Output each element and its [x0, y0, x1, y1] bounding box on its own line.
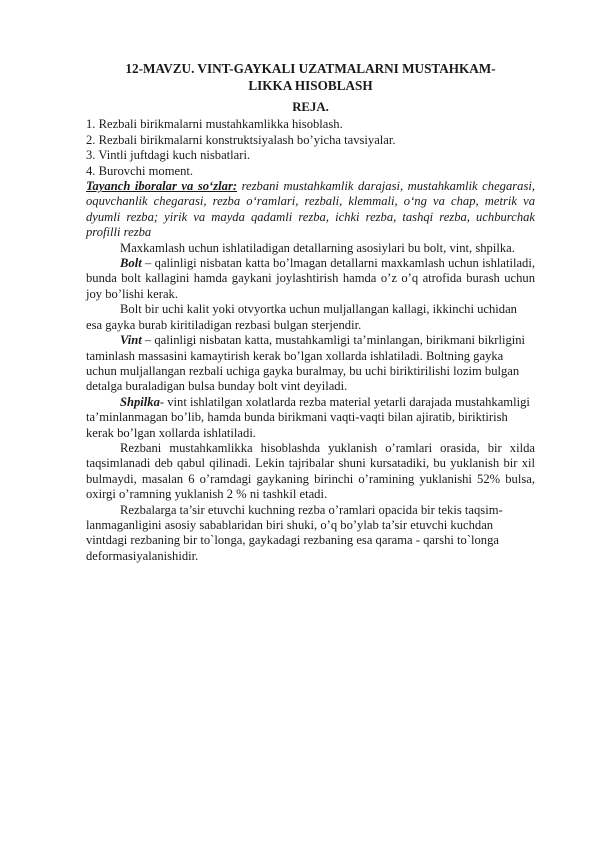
bolt-detail-paragraph: Bolt bir uchi kalit yoki otvyortka uchun muljallangan kallagi, ikkinchi uchidan esa gayka burab kiritiladigan rezbasi bulgan sterjendir. [86, 302, 517, 332]
plan-item: 3. Vintli juftdagi kuch nisbatlari. [86, 148, 251, 163]
plan-item: 4. Burovchi moment. [86, 163, 194, 178]
plan-heading: REJA. [292, 100, 329, 114]
vint-paragraph [86, 333, 535, 395]
vint-term: Vint [120, 333, 142, 348]
keywords-paragraph [86, 179, 535, 241]
bolt-term: Bolt [120, 256, 142, 271]
title-line-1: 12-MAVZU. VINT-GAYKALI UZATMALARNI MUSTAHKAM- [125, 61, 496, 76]
keywords-label: Tayanch iboralar va so‘zlar: [86, 179, 238, 194]
intro-paragraph: Maxkamlash uchun ishlatiladigan detallarning asosiylari bu bolt, vint, shpilka. [120, 240, 515, 255]
document-body [86, 60, 535, 564]
keywords-text: rezbani mustahkamlik darajasi, mustahkamlik chegarasi, oquvchanlik chegarasi, rezba o‘ramlari, rezbali, klemmali, o‘ng va chap, metrik va dyumli rezba; yirik va mayda qadamli rezba, ichki rezba, tashqi rezba, uchburchak profilli rezba [86, 179, 535, 240]
plan-item: 2. Rezbali birikmalarni konstruktsiyalash bo’yicha tavsiyalar. [86, 132, 396, 147]
shpilka-paragraph [86, 395, 535, 441]
plan-list [86, 117, 535, 179]
title-line-2: LIKKA HISOBLASH [248, 78, 373, 93]
bolt-paragraph [86, 256, 535, 302]
document-title [86, 60, 535, 94]
calculation-paragraph: Rezbani mustahkamlikka hisoblashda yuklanish o’ramlari orasida, bir xilda taqsimlanadi deb qabul qilinadi. Lekin tajribalar shuni kursatadiki, bu yuklanish bir xil bulmaydi, masalan 6 o’ramdagi gaykaning birinchi o’ramining yuklanishi 52% bulsa, oxirgi o’ramning yuklanish 2 % ni tashkil etadi. [86, 440, 535, 502]
shpilka-term: Shpilka [120, 394, 160, 409]
vint-definition: – qalinligi nisbatan katta, mustahkamligi ta’minlangan, birikmani bikrligini taminlash massasini kamaytirish kerak bo’lgan xollarda ishlatiladi. Boltning gayka uchun muljallangan rezbali uchiga gayka buralmay, bu uchi biriktirilishi lozim bulgan detalga buraladigan bulsa bunday bolt vint deyiladi. [86, 333, 526, 394]
shpilka-definition: - vint ishlatilgan xolatlarda rezba material yetarli darajada mustahkamligi ta’minlanmagan bo’lib, hamda bunda birikmani vaqti-vaqti bilan ajiratib, biriktirish kerak bo’lgan xollarda ishlatiladi. [86, 394, 530, 440]
bolt-definition: – qalinligi nisbatan katta bo’lmagan detallarni maxkamlash uchun ishlatiladi, bunda bolt kallagini hamda gaykani joylashtirish hamda o’z o’q atrofida burash uchun joy bo’lishi kerak. [86, 256, 535, 301]
deformation-paragraph: Rezbalarga ta’sir etuvchi kuchning rezba o’ramlari opacida bir tekis taqsim-lanmaganligini asosiy sabablaridan biri shuki, o’q bo’ylab ta’sir etuvchi kuchdan vintdagi rezbaning bir to`longa, gaykadagi rezbaning esa qarama - qarshi to`longa deformasiyalanishidir. [86, 502, 503, 563]
plan-item: 1. Rezbali birikmalarni mustahkamlikka hisoblash. [86, 117, 343, 132]
